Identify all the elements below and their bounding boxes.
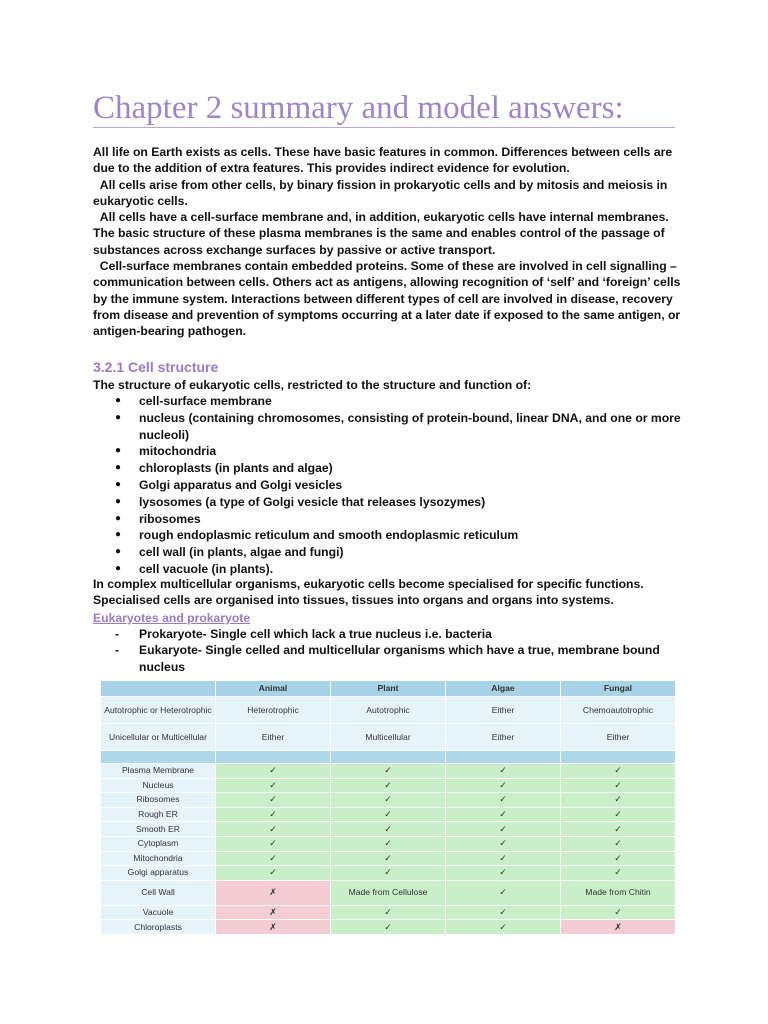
table-cell: Heterotrophic <box>216 697 331 724</box>
list-item-text: Golgi apparatus and Golgi vesicles <box>139 477 343 492</box>
row-label: Chloroplasts <box>101 920 216 935</box>
present-cell <box>446 807 561 822</box>
row-label: Golgi apparatus <box>101 866 216 881</box>
list-item-text: cell wall (in plants, algae and fungi) <box>139 545 344 560</box>
check-icon: ✓ <box>269 779 277 790</box>
check-icon: ✓ <box>384 779 392 790</box>
specialisation-text: In complex multicellular organisms, eukaryotic cells become specialised for specific functions. Specialised cells are organised into tissues, tissues into organs and organs into systems. <box>93 577 644 608</box>
list-item-text: Eukaryote- Single celled and multicellular organisms which have a true, membrane bound nucleus <box>139 643 660 674</box>
list-item <box>93 393 681 410</box>
title-underline <box>93 127 675 128</box>
bullet-icon: ● <box>115 395 122 406</box>
present-cell <box>331 836 446 851</box>
cell-text: Made from Chitin <box>585 887 651 898</box>
absent-cell <box>216 920 331 935</box>
check-icon: ✓ <box>499 823 507 834</box>
check-icon: ✓ <box>384 852 392 863</box>
cross-icon: ✗ <box>269 921 277 932</box>
row-label: Nucleus <box>101 778 216 793</box>
table-row <box>101 836 676 851</box>
absent-cell <box>216 905 331 920</box>
list-item-text: rough endoplasmic reticulum and smooth endoplasmic reticulum <box>139 528 519 543</box>
table-header-cell <box>101 681 216 697</box>
bullet-icon: ● <box>115 562 122 574</box>
check-icon: ✓ <box>499 765 507 776</box>
check-icon: ✓ <box>499 907 507 918</box>
list-item-text: lysosomes (a type of Golgi vesicle that releases lysozymes) <box>139 494 486 509</box>
table-row <box>101 778 676 793</box>
intro-paragraph: All life on Earth exists as cells. These have basic features in common. Differences between cells are due to the addition of extra features. This provides indirect evidence for evolution. <box>93 145 673 176</box>
check-icon: ✓ <box>269 765 277 776</box>
list-item <box>93 642 681 675</box>
check-icon: ✓ <box>269 809 277 820</box>
present-cell <box>216 807 331 822</box>
present-cell <box>331 764 446 779</box>
intro-paragraph: All cells arise from other cells, by binary fission in prokaryotic cells and by mitosis and meiosis in eukaryotic cells. <box>93 177 668 208</box>
row-label: Plasma Membrane <box>101 764 216 779</box>
check-icon: ✓ <box>614 867 622 878</box>
present-cell <box>331 822 446 837</box>
present-cell <box>331 851 446 866</box>
bullet-icon: ● <box>115 495 122 507</box>
intro-text <box>93 144 681 340</box>
list-item <box>93 626 681 642</box>
absent-cell <box>216 880 331 905</box>
check-icon: ✓ <box>614 852 622 863</box>
check-icon: ✓ <box>614 765 622 776</box>
present-cell <box>216 793 331 808</box>
present-cell <box>561 880 676 905</box>
intro-paragraph: Cell-surface membranes contain embedded proteins. Some of these are involved in cell signalling – communication between cells. Others act as antigens, allowing recognition of ‘self’ and ‘foreign’ cells by the immune system. Interactions between different types of cell are involved in disease, recovery from disease and prevention of symptoms occurring at a later date if exposed to the same antigen, or antigen-bearing pathogen. <box>93 259 681 339</box>
present-cell <box>216 778 331 793</box>
present-cell <box>216 822 331 837</box>
check-icon: ✓ <box>499 852 507 863</box>
present-cell <box>331 905 446 920</box>
table-row <box>101 822 676 837</box>
check-icon: ✓ <box>269 852 277 863</box>
present-cell <box>561 836 676 851</box>
check-icon: ✓ <box>384 794 392 805</box>
list-item <box>93 443 681 460</box>
present-cell <box>331 880 446 905</box>
present-cell <box>446 836 561 851</box>
table-row <box>101 807 676 822</box>
list-item <box>93 544 681 561</box>
eukaryotes-prokaryote-heading[interactable]: Eukaryotes and prokaryote <box>93 611 251 625</box>
present-cell <box>216 866 331 881</box>
bullet-icon: ● <box>115 512 122 524</box>
present-cell <box>446 866 561 881</box>
dash-icon: - <box>115 627 120 641</box>
present-cell <box>561 764 676 779</box>
row-label: Rough ER <box>101 807 216 822</box>
table-header-cell: Fungal <box>561 681 676 697</box>
check-icon: ✓ <box>614 794 622 805</box>
section-heading[interactable]: 3.2.1 Cell structure <box>93 359 219 375</box>
page-title: Chapter 2 summary and model answers: <box>93 90 624 126</box>
bullet-icon: ● <box>115 445 122 457</box>
absent-cell <box>561 920 676 935</box>
present-cell <box>561 851 676 866</box>
table-row <box>101 764 676 779</box>
list-item <box>93 527 681 544</box>
cross-icon: ✗ <box>269 887 277 898</box>
table-row <box>101 724 676 751</box>
bullet-icon: ● <box>115 546 122 558</box>
table-row <box>101 793 676 808</box>
row-label: Cell Wall <box>101 880 216 905</box>
table-cell: Either <box>561 724 676 751</box>
present-cell <box>331 778 446 793</box>
row-label: Vacuole <box>101 905 216 920</box>
list-item-text: chloroplasts (in plants and algae) <box>139 461 333 476</box>
list-item <box>93 477 681 494</box>
list-item-text: ribosomes <box>139 511 201 526</box>
table-header-cell: Animal <box>216 681 331 697</box>
structure-intro: The structure of eukaryotic cells, restricted to the structure and function of: <box>93 378 532 392</box>
check-icon: ✓ <box>384 838 392 849</box>
row-label: Mitochondria <box>101 851 216 866</box>
row-label: Smooth ER <box>101 822 216 837</box>
row-label: Cytoplasm <box>101 836 216 851</box>
present-cell <box>331 807 446 822</box>
check-icon: ✓ <box>614 809 622 820</box>
dash-icon: - <box>115 643 120 658</box>
cell-comparison-table <box>100 680 676 935</box>
check-icon: ✓ <box>384 823 392 834</box>
bullet-icon: ● <box>115 462 122 474</box>
list-item-text: cell-surface membrane <box>139 394 272 408</box>
table-cell: Multicellular <box>331 724 446 751</box>
check-icon: ✓ <box>269 794 277 805</box>
present-cell <box>446 851 561 866</box>
list-item-text: Prokaryote- Single cell which lack a true nucleus i.e. bacteria <box>139 627 492 641</box>
table-row <box>101 880 676 905</box>
present-cell <box>216 836 331 851</box>
check-icon: ✓ <box>499 838 507 849</box>
cross-icon: ✗ <box>614 921 622 932</box>
cell-text: Made from Cellulose <box>348 887 428 898</box>
table-cell: Either <box>446 724 561 751</box>
table-cell: Either <box>216 724 331 751</box>
present-cell <box>561 822 676 837</box>
present-cell <box>561 793 676 808</box>
table-cell: Autotrophic <box>331 697 446 724</box>
present-cell <box>446 778 561 793</box>
structure-bullet-list <box>93 393 681 578</box>
check-icon: ✓ <box>614 779 622 790</box>
list-item-text: mitochondria <box>139 444 217 459</box>
present-cell <box>446 880 561 905</box>
row-label: Ribosomes <box>101 793 216 808</box>
present-cell <box>561 866 676 881</box>
present-cell <box>331 793 446 808</box>
row-label: Autotrophic or Heterotrophic <box>101 697 216 724</box>
table-cell: Either <box>446 697 561 724</box>
present-cell <box>331 920 446 935</box>
present-cell <box>216 851 331 866</box>
table-header-cell: Plant <box>331 681 446 697</box>
check-icon: ✓ <box>499 867 507 878</box>
check-icon: ✓ <box>269 867 277 878</box>
list-item <box>93 494 681 511</box>
present-cell <box>561 905 676 920</box>
bullet-icon: ● <box>115 529 122 541</box>
table-cell: Chemoautotrophic <box>561 697 676 724</box>
table-row <box>101 920 676 935</box>
check-icon: ✓ <box>499 794 507 805</box>
table-row <box>101 866 676 881</box>
table-body <box>101 697 676 935</box>
table-header-cell: Algae <box>446 681 561 697</box>
list-item <box>93 460 681 477</box>
bullet-icon: ● <box>115 478 122 490</box>
present-cell <box>446 920 561 935</box>
table-row <box>101 697 676 724</box>
present-cell <box>446 822 561 837</box>
check-icon: ✓ <box>384 867 392 878</box>
check-icon: ✓ <box>614 907 622 918</box>
check-icon: ✓ <box>384 809 392 820</box>
check-icon: ✓ <box>499 809 507 820</box>
check-icon: ✓ <box>384 907 392 918</box>
present-cell <box>446 905 561 920</box>
check-icon: ✓ <box>499 887 507 898</box>
check-icon: ✓ <box>269 838 277 849</box>
check-icon: ✓ <box>614 838 622 849</box>
table-header-row <box>101 681 676 697</box>
list-item <box>93 410 681 444</box>
list-item <box>93 511 681 528</box>
check-icon: ✓ <box>499 921 507 932</box>
bullet-icon: ● <box>115 411 122 423</box>
table-row <box>101 905 676 920</box>
table-row <box>101 851 676 866</box>
present-cell <box>561 807 676 822</box>
check-icon: ✓ <box>269 823 277 834</box>
present-cell <box>331 866 446 881</box>
present-cell <box>446 793 561 808</box>
check-icon: ✓ <box>614 823 622 834</box>
present-cell <box>561 778 676 793</box>
present-cell <box>446 764 561 779</box>
check-icon: ✓ <box>499 779 507 790</box>
list-item-text: nucleus (containing chromosomes, consisting of protein-bound, linear DNA, and one or more nucleoli) <box>139 410 681 442</box>
present-cell <box>216 764 331 779</box>
row-label: Unicellular or Multicellular <box>101 724 216 751</box>
table-divider-row <box>101 751 676 764</box>
intro-paragraph: All cells have a cell-surface membrane and, in addition, eukaryotic cells have internal membranes. The basic structure of these plasma membranes is the same and enables control of the passage of substances across exchange surfaces by passive or active transport. <box>93 210 669 257</box>
cross-icon: ✗ <box>269 907 277 918</box>
list-item-text: cell vacuole (in plants). <box>139 561 274 576</box>
check-icon: ✓ <box>384 921 392 932</box>
check-icon: ✓ <box>384 765 392 776</box>
definition-list <box>93 626 681 675</box>
